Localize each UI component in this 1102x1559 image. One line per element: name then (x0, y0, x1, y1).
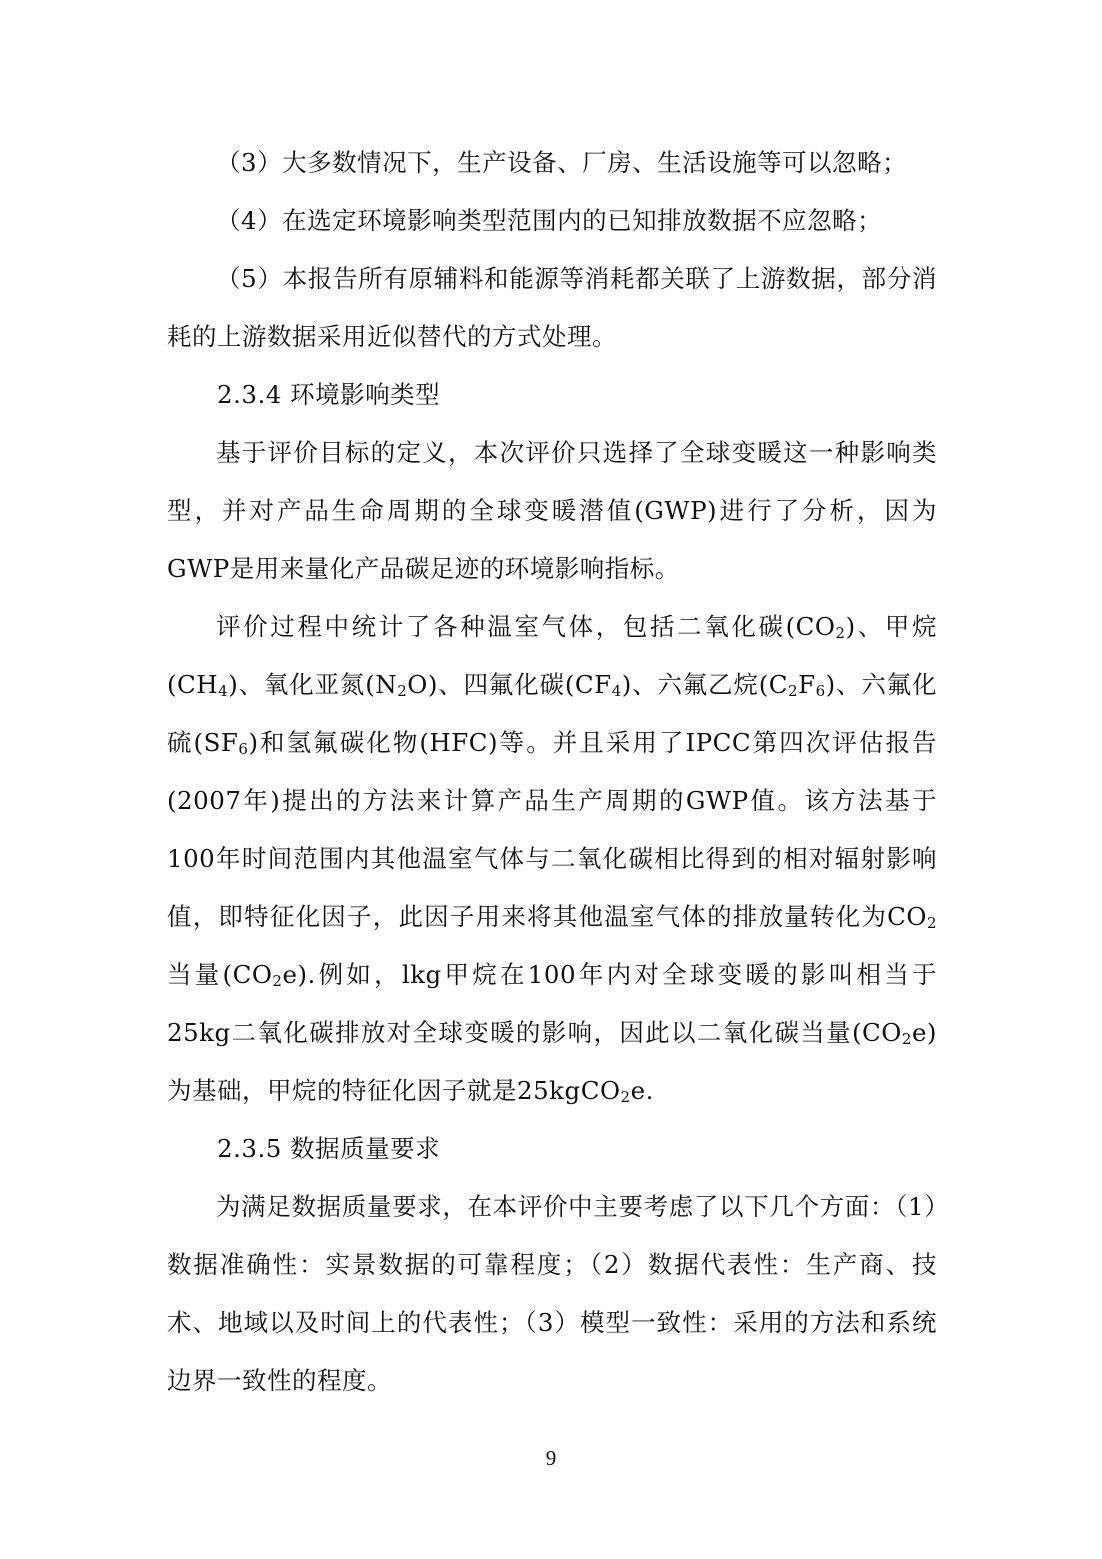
text-run: e).例如，lkg甲烷在100年内对全球变暖的影叫相当于25kg二氧化碳排放对全球变暖的影响，因此以二氧化碳当量(CO (167, 960, 937, 1047)
text-run: )和氢氟碳化物(HFC)等。并且采用了IPCC第四次评估报告(2007年)提出的方法来计算产品生产周期的GWP值。该方法基于100年时间范围内其他温室气体与二氧化碳相比得到的相对辐射影响值，即特征化因子，此因子用来将其他温室气体的排放量转化为CO (167, 728, 937, 931)
text-run: 当量(CO (167, 960, 273, 989)
subscript: 4 (218, 682, 229, 700)
text-run: 评价过程中统计了各种温室气体，包括二氧化碳(CO (216, 612, 836, 641)
list-item-5: （5）本报告所有原辅料和能源等消耗都关联了上游数据，部分消耗的上游数据采用近似替代的方式处理。 (167, 264, 937, 351)
section-heading-2-3-4: 2.3.4 环境影响类型 (217, 380, 441, 409)
greenhouse-gas-paragraph (167, 598, 937, 1120)
subscript: 2 (272, 972, 283, 990)
subscript: 2 (926, 914, 937, 932)
text-run: e)为基础，甲烷的特征化因子就是25kgCO (167, 1018, 937, 1105)
text-run: e. (630, 1076, 654, 1105)
subscript: 2 (620, 1088, 631, 1106)
text-run: )、甲烷(CH (167, 612, 937, 699)
subscript: 2 (788, 682, 799, 700)
subscript: 6 (815, 682, 826, 700)
data-quality-paragraph: 为满足数据质量要求，在本评价中主要考虑了以下几个方面：（1）数据准确性：实景数据的可靠程度；（2）数据代表性：生产商、技术、地域以及时间上的代表性；（3）模型一致性：采用的方法和系统边界一致性的程度。 (167, 1192, 937, 1395)
subscript: 2 (835, 624, 846, 642)
subscript: 6 (238, 740, 249, 758)
subscript: 2 (901, 1030, 912, 1048)
text-run: O)、四氟化碳(CF (407, 670, 612, 699)
subscript: 2 (397, 682, 408, 700)
page-content (167, 134, 937, 1410)
page-number: 9 (545, 1446, 557, 1470)
text-run: )、六氟乙烷(C (621, 670, 789, 699)
text-run: F (798, 670, 816, 699)
list-item-3: （3）大多数情况下，生产设备、厂房、生活设施等可以忽略； (216, 148, 908, 177)
section-heading-2-3-5: 2.3.5 数据质量要求 (217, 1134, 441, 1163)
list-item-4: （4）在选定环境影响类型范围内的已知排放数据不应忽略； (216, 206, 883, 235)
text-run: )、六氟化硫(SF (167, 670, 937, 757)
subscript: 4 (611, 682, 622, 700)
impact-category-paragraph: 基于评价目标的定义，本次评价只选择了全球变暖这一种影响类型，并对产品生命周期的全球变暖潜值(GWP)进行了分析，因为GWP是用来量化产品碳足迹的环境影响指标。 (167, 438, 937, 583)
text-run: )、氧化亚氮(N (228, 670, 398, 699)
